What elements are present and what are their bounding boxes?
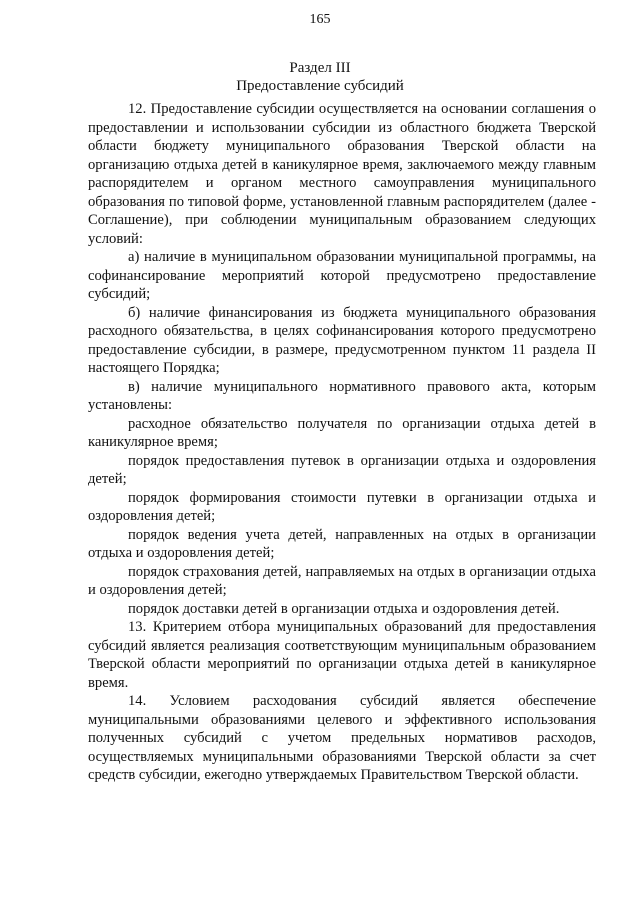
paragraph-12: 12. Предоставление субсидии осуществляется на основании соглашения о предоставлении и использовании субсидии из областного бюджета Тверской области бюджету муниципального образования Тверской области на организацию отдыха детей в каникулярное время, заключаемого между главным распорядителем и органом местного самоуправления муниципального образования по типовой форме, установленной главным распорядителем (далее - Соглашение), при соблюдении муниципальным образованием следующих условий: xyxy=(88,101,596,247)
document-body xyxy=(88,100,596,785)
list-item: порядок доставки детей в организации отдыха и оздоровления детей. xyxy=(128,600,560,617)
section-label: Раздел III xyxy=(289,60,351,76)
list-item: порядок предоставления путевок в организации отдыха и оздоровления детей; xyxy=(88,452,596,487)
page-number: 165 xyxy=(309,12,331,27)
list-item: порядок страхования детей, направляемых на отдых в организации отдыха и оздоровления детей; xyxy=(88,563,596,598)
section-heading xyxy=(0,59,640,95)
paragraph-12-condition-b: б) наличие финансирования из бюджета муниципального образования расходного обязательства, в целях софинансирования которого предусмотрено предоставление субсидии, в размере, предусмотренном пунктом 11 раздела II настоящего Порядка; xyxy=(88,304,596,376)
paragraph-12-condition-c: в) наличие муниципального нормативного правового акта, которым установлены: xyxy=(88,378,596,413)
paragraph-12-condition-a: а) наличие в муниципальном образовании муниципальной программы, на софинансирование мероприятий которой предусмотрено предоставление субсидий; xyxy=(88,249,596,302)
paragraph-14: 14. Условием расходования субсидий является обеспечение муниципальными образованиями целевого и эффективного использования полученных субсидий с учетом предельных нормативов расходов, осуществляемых муниципальными образованиями Тверской области за счет средств субсидии, ежегодно утверждаемых Правительством Тверской области. xyxy=(88,693,596,783)
list-item: расходное обязательство получателя по организации отдыха детей в каникулярное время; xyxy=(88,415,596,450)
list-item: порядок ведения учета детей, направленных на отдых в организации отдыха и оздоровления детей; xyxy=(88,526,596,561)
list-item: порядок формирования стоимости путевки в организации отдыха и оздоровления детей; xyxy=(88,489,596,524)
section-title: Предоставление субсидий xyxy=(236,78,404,94)
paragraph-13: 13. Критерием отбора муниципальных образований для предоставления субсидий является реализация соответствующим муниципальным образованием Тверской области мероприятий по организации отдыха детей в каникулярное время. xyxy=(88,619,596,691)
